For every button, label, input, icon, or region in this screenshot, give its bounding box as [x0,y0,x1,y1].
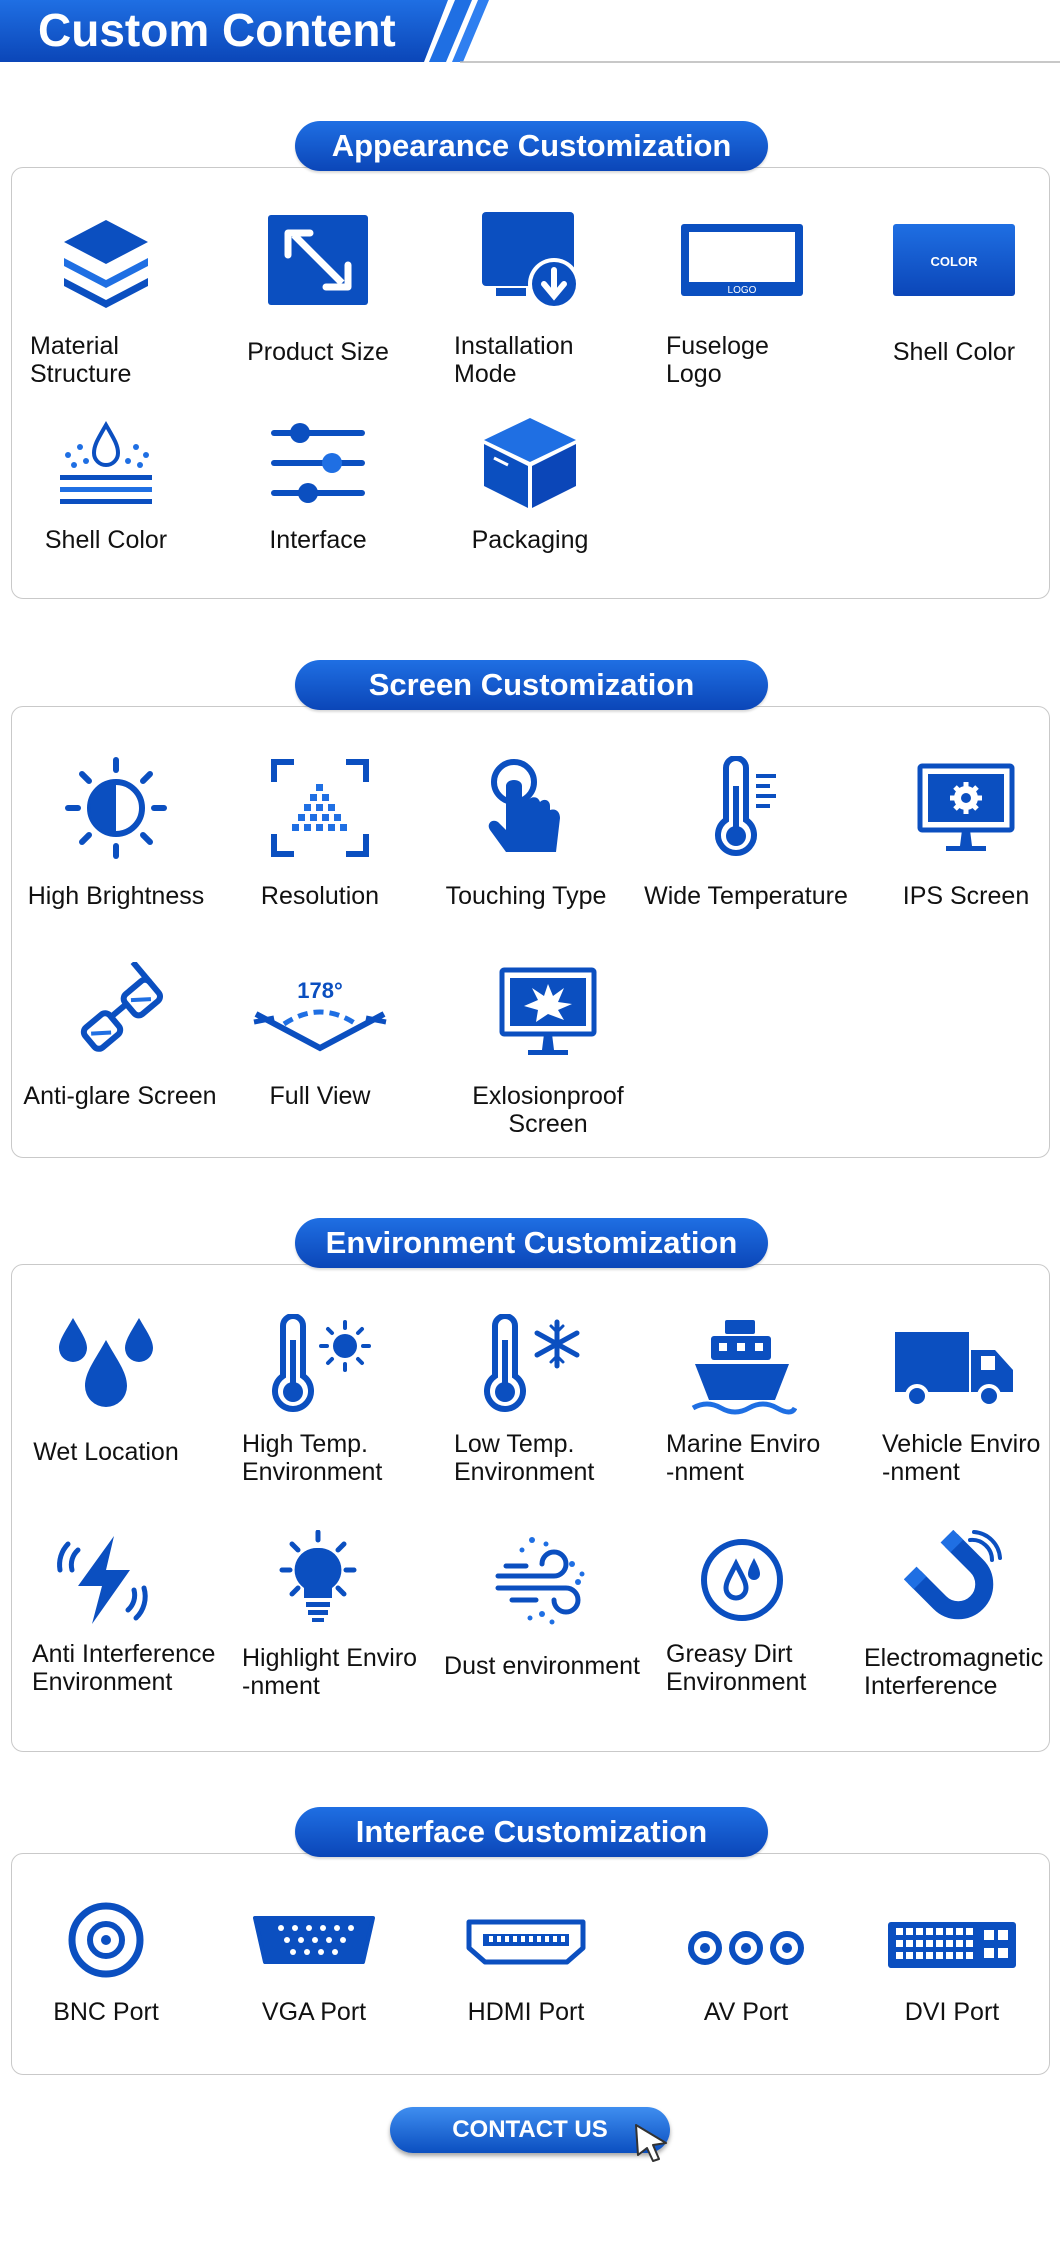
vga-port-icon [249,1888,379,1992]
item-label: BNC Port [53,1998,159,2026]
page-header [0,0,1060,64]
color-panel-icon [889,208,1019,312]
touch-hand-icon [471,756,581,860]
hdmi-port-icon [461,1888,591,1992]
item-label: Product Size [247,338,389,366]
item-label: IPS Screen [902,882,1030,910]
section-title-screen: Screen Customization [295,660,768,710]
page-title: Custom Content [38,4,396,56]
sliders-icon [263,410,373,514]
lightning-icon [51,1528,161,1632]
monitor-gear-icon [911,756,1021,860]
item-label: Electromagnetic Interference [864,1644,1044,1700]
view-angle-icon [250,960,390,1064]
av-port-icon [681,1888,811,1992]
item-label: Installation Mode [454,332,574,388]
item-label: Greasy Dirt Environment [666,1640,807,1696]
dvi-port-icon [882,1888,1022,1992]
item-label: Wide Temperature [644,882,848,910]
monitor-download-icon [475,208,585,312]
item-label: AV Port [703,1998,789,2026]
item-label: VGA Port [261,1998,367,2026]
wind-dust-icon [487,1528,597,1632]
section-title-environment: Environment Customization [295,1218,768,1268]
truck-icon [889,1314,1019,1418]
item-label: DVI Port [904,1998,1000,2026]
section-title-appearance: Appearance Customization [295,121,768,171]
monitor-explosion-icon [493,960,603,1064]
cursor-arrow-icon [632,2121,670,2163]
angle-text: 178° [297,978,343,1003]
item-label: Anti Interference Environment [32,1640,216,1696]
item-label: Low Temp. Environment [454,1430,595,1486]
item-label: Full View [269,1082,371,1110]
item-label: Fuseloge Logo [666,332,769,388]
logo-screen-icon [677,208,807,312]
item-label: Wet Location [33,1438,179,1466]
bnc-port-icon [51,1888,161,1992]
logo-icon-text: LOGO [727,285,757,296]
thermometer-snow-icon [475,1314,585,1418]
item-label: Marine Enviro -nment [666,1430,821,1486]
thermometer-sun-icon [263,1314,373,1418]
water-drop-surface-icon [51,410,161,514]
item-label: HDMI Port [467,1998,585,2026]
item-label: Exlosionproof Screen [472,1082,624,1138]
box-icon [475,410,585,514]
item-label: Dust environment [444,1652,640,1680]
glasses-icon [65,960,175,1064]
item-label: Shell Color [44,526,168,554]
resize-arrows-icon [263,208,373,312]
item-label: Resolution [260,882,380,910]
water-drops-icon [51,1314,161,1418]
layers-icon [51,208,161,312]
item-label: Interface [269,526,367,554]
section-title-interface: Interface Customization [295,1807,768,1857]
light-bulb-icon [263,1528,373,1632]
oil-drop-icon [687,1528,797,1632]
thermometer-icon [691,756,801,860]
item-label: Packaging [471,526,589,554]
item-label: Vehicle Enviro -nment [882,1430,1041,1486]
ship-icon [687,1314,797,1418]
item-label: Highlight Enviro -nment [242,1644,418,1700]
item-label: Shell Color [892,338,1016,366]
resolution-frame-icon [265,756,375,860]
contact-us-button[interactable]: CONTACT US [390,2107,670,2153]
magnet-icon [899,1528,1009,1632]
item-label: Touching Type [445,882,607,910]
item-label: High Temp. Environment [242,1430,383,1486]
color-icon-text: COLOR [930,254,978,269]
item-label: Anti-glare Screen [23,1082,217,1110]
sun-half-icon [61,756,171,860]
item-label: Material Structure [30,332,132,388]
item-label: High Brightness [27,882,205,910]
